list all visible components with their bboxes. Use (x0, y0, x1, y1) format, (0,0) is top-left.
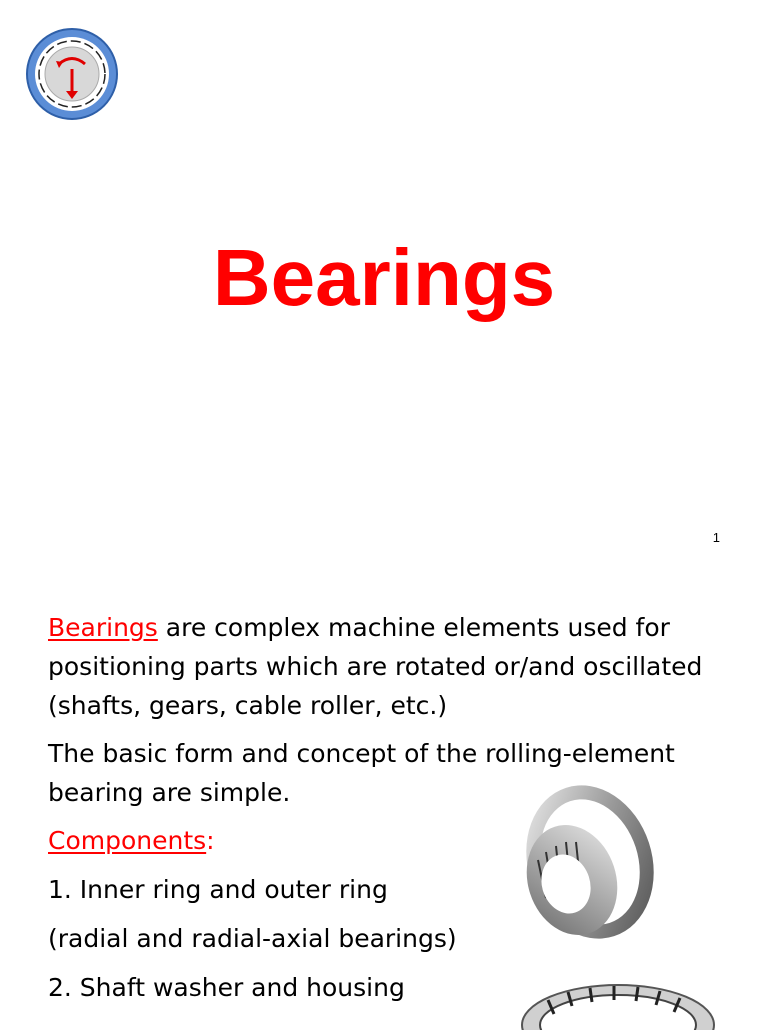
concept-paragraph: The basic form and concept of the rolling-element bearing are simple. (48, 739, 675, 807)
thrust-bearing-image (518, 970, 718, 1030)
intro-paragraph (48, 608, 718, 725)
rotation-logo-icon (25, 27, 119, 121)
components-heading: Components (48, 826, 207, 855)
list-item: (radial and radial-axial bearings) (48, 924, 457, 953)
page-number: 1 (712, 530, 720, 545)
slide-title-text: Bearings (212, 233, 556, 322)
slide-content (0, 560, 768, 1024)
list-item: 2. Shaft washer and housing (48, 973, 405, 1002)
components-colon: : (206, 826, 215, 855)
list-item: 1. Inner ring and outer ring (48, 875, 388, 904)
intro-paragraph-rest: are complex machine elements used for positioning parts which are rotated or/and oscillated (shafts, gears, cable roller, etc.) (48, 613, 703, 720)
tapered-roller-bearing-image (510, 780, 660, 945)
bearings-keyword: Bearings (48, 613, 158, 642)
